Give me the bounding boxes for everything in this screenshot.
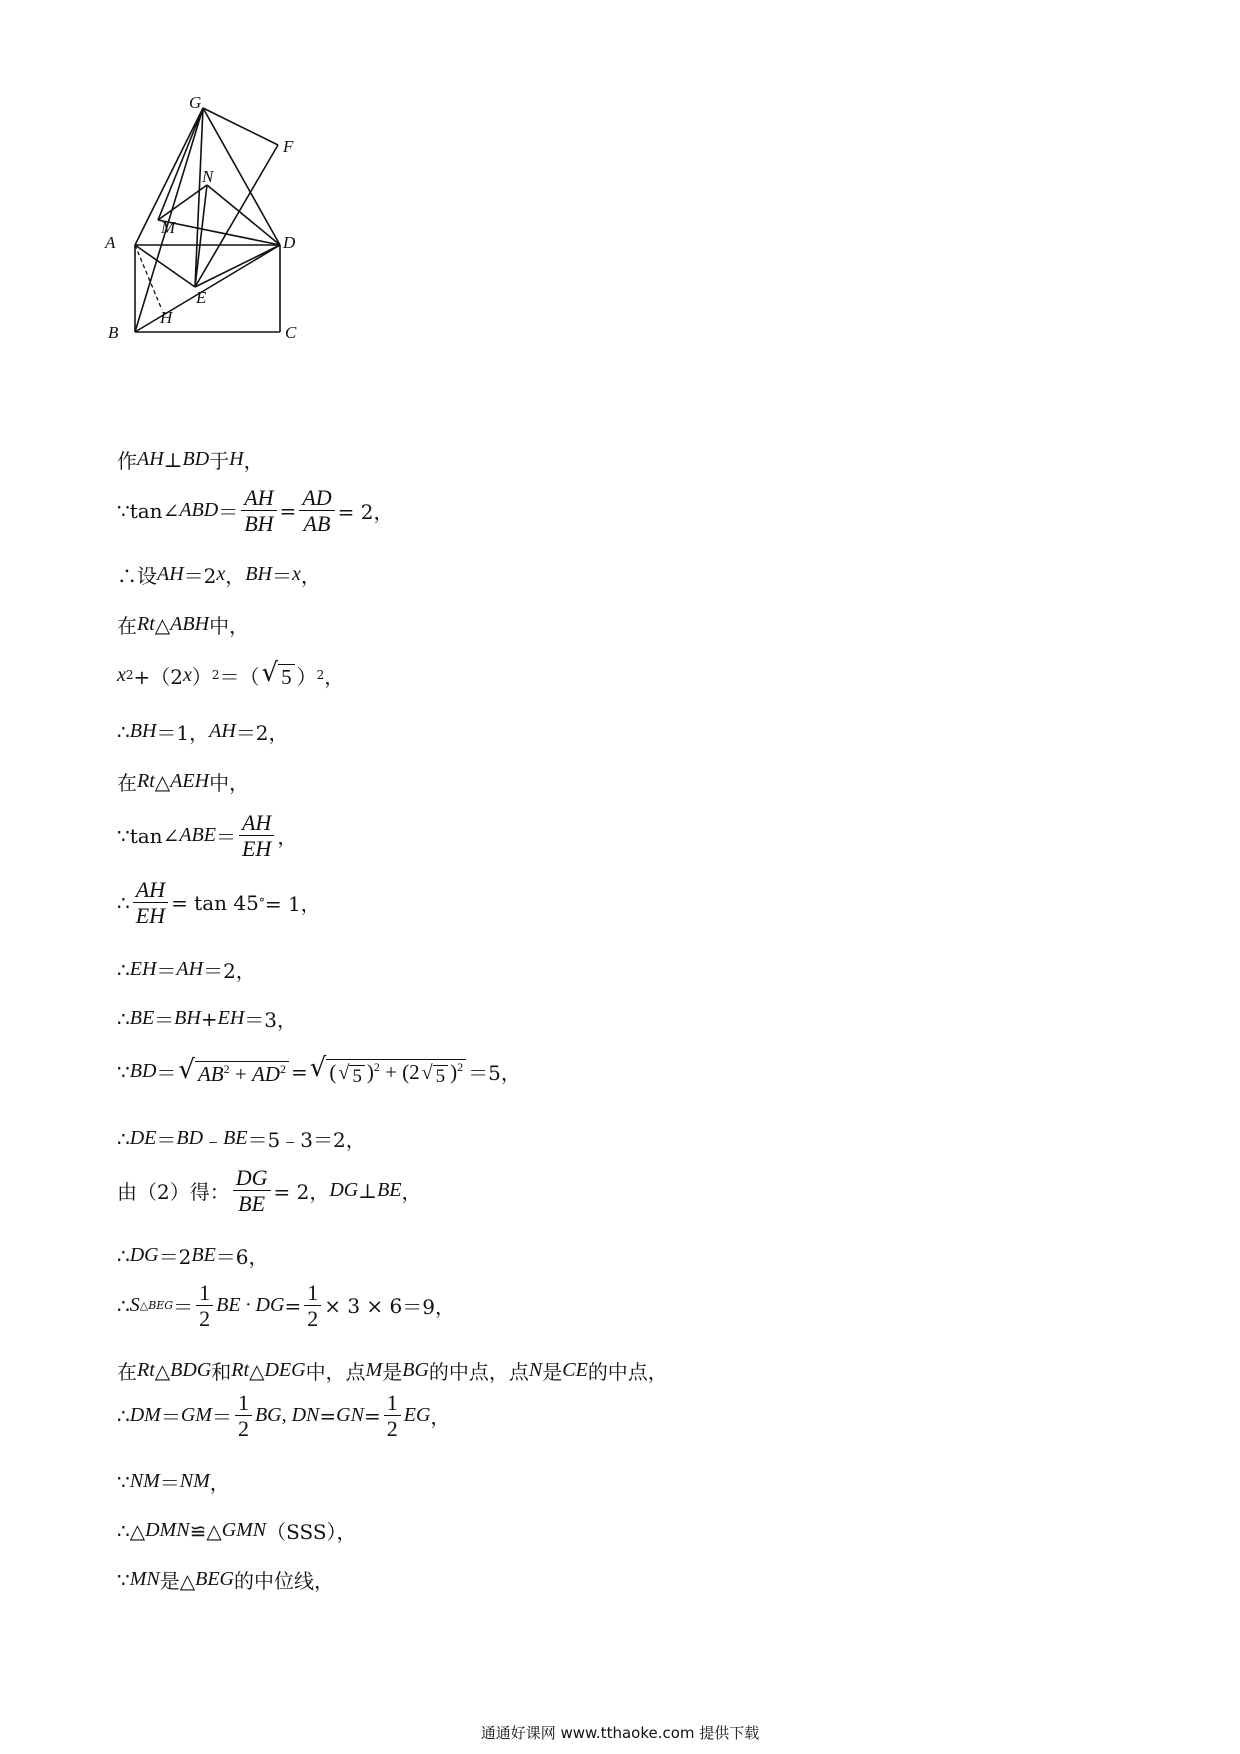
text: ＝ <box>218 500 239 525</box>
text: ＝5， <box>468 1061 521 1086</box>
text: BE <box>129 1007 155 1029</box>
superscript: 2 <box>457 1060 464 1074</box>
text: + <box>200 1006 218 1031</box>
text: ⊥ <box>163 447 183 472</box>
degree-symbol: ° <box>258 895 265 910</box>
text: = <box>284 1293 302 1318</box>
solution-line-20 <box>117 1516 357 1545</box>
denominator: BH <box>244 511 274 537</box>
text: ∴ <box>117 1403 130 1428</box>
text: ＝2， <box>235 721 289 745</box>
fraction <box>384 1390 401 1442</box>
numerator: AH <box>241 485 276 511</box>
solution-line-19 <box>117 1467 230 1496</box>
geometry-figure <box>105 93 345 380</box>
text: △ <box>154 1358 171 1383</box>
text: ＝1， <box>156 721 210 745</box>
text: ＝ <box>154 1008 175 1032</box>
text: 于 <box>209 449 230 473</box>
text: = 2， <box>337 500 394 525</box>
superscript: 2 <box>211 668 220 683</box>
text: BG <box>402 1359 429 1381</box>
text: ABD <box>179 499 219 522</box>
segment-ge <box>195 108 203 287</box>
fraction <box>241 485 276 537</box>
numerator: AH <box>133 877 168 903</box>
text: NM <box>179 1470 210 1492</box>
text: ＝（ <box>219 664 260 689</box>
text: △ <box>154 769 171 794</box>
text: ， <box>277 825 298 850</box>
text: ∴ <box>117 890 130 915</box>
text: GMN <box>221 1519 267 1541</box>
figure-svg <box>105 93 345 380</box>
text: BE <box>223 1127 248 1149</box>
text: + (2 <box>379 1060 420 1084</box>
text: 中， <box>209 771 250 795</box>
text: + <box>229 1061 252 1086</box>
text: ∴ <box>117 1293 130 1318</box>
text: 的中点，点 <box>428 1360 529 1384</box>
text: AB <box>197 1061 224 1086</box>
text: = 1， <box>264 892 321 917</box>
text: 在 <box>117 1360 137 1384</box>
text: ， <box>430 1405 451 1430</box>
superscript: 2 <box>316 668 325 683</box>
text: DG <box>329 1179 359 1202</box>
text: Rt <box>137 613 155 635</box>
text: 作 <box>117 449 137 473</box>
text: NM <box>129 1470 160 1492</box>
numerator: 1 <box>235 1390 252 1416</box>
text: GM <box>180 1404 212 1427</box>
text: （SSS）， <box>266 1520 357 1544</box>
numerator: AH <box>239 810 274 836</box>
radicand <box>195 1061 289 1087</box>
text: ) <box>450 1060 458 1084</box>
denominator: 2 <box>386 1416 398 1442</box>
text: ＝9， <box>402 1295 455 1320</box>
solution-line-9 <box>117 877 321 929</box>
text: ∴ <box>117 719 130 744</box>
text: × 3 × 6 <box>324 1293 403 1318</box>
text: ∵ <box>117 1469 130 1494</box>
text: 在 <box>117 771 137 795</box>
radical <box>178 1054 289 1087</box>
radical-sign: √ <box>338 1062 350 1084</box>
text: ≌△ <box>189 1518 222 1543</box>
denominator: EH <box>241 836 272 862</box>
label-d: D <box>283 233 296 252</box>
text: AH <box>157 563 184 585</box>
text: ABE <box>179 824 216 847</box>
text: △ <box>249 1358 265 1383</box>
denominator: 2 <box>237 1416 249 1442</box>
text: EH <box>217 1007 245 1029</box>
text: AEH <box>170 770 210 792</box>
text: 是△ <box>159 1569 196 1593</box>
text: Rt <box>137 1359 155 1381</box>
superscript: 2 <box>373 1060 380 1074</box>
text: = tan 45 <box>171 890 259 915</box>
segment-gd <box>203 108 280 245</box>
label-e: E <box>196 288 207 307</box>
text: ﹣ <box>203 1128 224 1152</box>
text: AD <box>251 1061 280 1086</box>
label-m: M <box>161 218 176 237</box>
radicand: 5 <box>433 1065 449 1089</box>
text: ∵tan∠ <box>117 498 180 523</box>
numerator: 1 <box>304 1280 321 1306</box>
text: AH <box>176 958 204 980</box>
text: AH <box>209 720 236 742</box>
text: 的中位线， <box>234 1569 335 1593</box>
text: 的中点， <box>587 1360 668 1384</box>
solution-line-16 <box>117 1280 455 1332</box>
radical <box>338 1063 364 1089</box>
superscript: 2 <box>223 1061 230 1076</box>
segment-nd <box>207 185 280 245</box>
solution-line-12 <box>117 1055 521 1089</box>
text: ＝ <box>160 1405 181 1430</box>
text: DG <box>129 1244 159 1266</box>
text: ， <box>401 1180 422 1205</box>
text: BH <box>245 563 272 585</box>
text: GN <box>336 1404 364 1427</box>
text: +（2 <box>133 664 184 689</box>
text: ＝ <box>211 1405 232 1430</box>
solution-line-4 <box>117 610 249 639</box>
text: = <box>290 1059 308 1084</box>
radical-sign: √ <box>178 1054 195 1085</box>
solution-line-7 <box>117 767 249 796</box>
text: = 2， <box>273 1180 330 1205</box>
text: BD <box>182 448 210 470</box>
text: ＝2， <box>203 959 256 983</box>
numerator: DG <box>233 1165 271 1191</box>
text: ＝ <box>156 959 177 983</box>
fraction <box>304 1280 321 1332</box>
text: = <box>279 498 297 523</box>
superscript: 2 <box>125 668 134 683</box>
text: BH <box>129 720 157 742</box>
denominator: EH <box>135 903 166 929</box>
solution-line-2 <box>117 485 393 537</box>
label-n: N <box>202 167 214 186</box>
solution-line-13 <box>117 1124 366 1153</box>
text: EH <box>129 958 157 980</box>
text: ＝ <box>156 1128 177 1152</box>
solution-line-3 <box>117 560 321 589</box>
fraction <box>196 1280 213 1332</box>
text: AH <box>137 448 164 470</box>
text: ， <box>225 564 246 588</box>
radical <box>310 1055 466 1089</box>
text: = <box>363 1403 381 1428</box>
subscript: △BEG <box>139 1299 174 1313</box>
text: M <box>365 1359 383 1381</box>
text: 中， <box>209 614 250 638</box>
denominator: AB <box>303 511 331 537</box>
radical-sign: √ <box>421 1062 433 1084</box>
text: ∵tan∠ <box>117 823 180 848</box>
text: ABH <box>170 613 210 635</box>
text: ∵ <box>117 1059 130 1084</box>
text: ＝6， <box>215 1245 269 1269</box>
text: ， <box>300 564 321 588</box>
text: N <box>528 1359 543 1381</box>
fraction <box>233 1165 271 1217</box>
text: ） <box>296 664 317 689</box>
solution-line-21 <box>117 1565 334 1594</box>
text: BDG <box>170 1359 212 1381</box>
text: 在 <box>117 614 137 638</box>
text: S <box>129 1294 140 1317</box>
text: BE <box>191 1244 216 1266</box>
denominator: 2 <box>307 1306 319 1332</box>
radical <box>262 660 295 690</box>
text: DMN <box>145 1519 190 1541</box>
solution-line-10 <box>117 955 256 984</box>
solution-line-17 <box>117 1356 668 1385</box>
text: BE · DG <box>216 1294 285 1317</box>
radical-sign: √ <box>261 658 279 688</box>
text: BD <box>129 1060 157 1083</box>
segment-md <box>158 220 280 245</box>
fraction <box>235 1390 252 1442</box>
solution-line-5 <box>117 660 344 690</box>
text: ＝ <box>271 564 292 588</box>
text: ， <box>243 449 264 473</box>
fraction <box>239 810 274 862</box>
page-footer: 通通好课网 www.tthaoke.com 提供下载 <box>480 1724 760 1742</box>
solution-line-6 <box>117 717 289 746</box>
fraction <box>133 877 168 929</box>
text: CE <box>562 1359 588 1381</box>
text: ∴ <box>117 1006 130 1031</box>
text: = <box>319 1403 337 1428</box>
label-f: F <box>283 137 294 156</box>
text: ∵ <box>117 1567 130 1592</box>
denominator: BE <box>238 1191 266 1217</box>
numerator: 1 <box>196 1280 213 1306</box>
text: ＝ <box>159 1471 180 1495</box>
solution-line-15 <box>117 1241 269 1270</box>
text: Rt <box>231 1359 250 1381</box>
text: ∴△ <box>117 1518 146 1543</box>
text: ， <box>209 1471 230 1495</box>
text: x <box>117 663 126 686</box>
text: x <box>183 663 192 686</box>
text: DM <box>129 1404 161 1427</box>
text: ＝3， <box>244 1008 298 1032</box>
radicand: 5 <box>349 1065 365 1089</box>
text: ) <box>366 1060 374 1084</box>
text: x <box>291 563 301 585</box>
text: ） <box>191 664 212 689</box>
radicand: 5 <box>278 664 295 690</box>
text: 是 <box>382 1360 403 1384</box>
radical-sign: √ <box>309 1053 327 1083</box>
solution-line-14 <box>117 1165 422 1217</box>
text: BD <box>176 1127 204 1149</box>
radicand <box>326 1059 466 1089</box>
text: 和 <box>211 1360 232 1384</box>
text: ＝2 <box>183 564 217 588</box>
numerator: AD <box>299 485 334 511</box>
text: ＝ <box>215 825 236 850</box>
text: ， <box>324 664 345 689</box>
text: x <box>216 563 226 585</box>
text: ∴ <box>117 1126 130 1151</box>
text: EG <box>403 1404 431 1427</box>
label-h: H <box>160 308 173 327</box>
text: ⊥ <box>358 1178 378 1203</box>
text: BE <box>377 1179 402 1202</box>
solution-line-11 <box>117 1004 297 1033</box>
solution-line-1 <box>117 445 264 474</box>
label-c: C <box>285 323 297 342</box>
superscript: 2 <box>279 1061 286 1076</box>
numerator: 1 <box>384 1390 401 1416</box>
text: H <box>229 448 244 470</box>
solution-line-18 <box>117 1390 450 1442</box>
label-a: A <box>105 233 116 252</box>
fraction <box>299 485 334 537</box>
text: △ <box>154 612 171 637</box>
text: ∴设 <box>117 564 157 588</box>
text: ＝ <box>173 1295 194 1320</box>
solution-line-8 <box>117 810 297 862</box>
text: ＝5﹣3＝2， <box>247 1128 366 1152</box>
denominator: 2 <box>199 1306 211 1332</box>
label-g: G <box>189 93 202 112</box>
text: BEG <box>195 1568 235 1590</box>
text: 由（2）得： <box>117 1180 230 1205</box>
text: ＝2 <box>158 1245 192 1269</box>
text: BG, DN <box>254 1404 320 1427</box>
text: DE <box>129 1127 157 1149</box>
text: MN <box>129 1568 160 1590</box>
label-b: B <box>108 323 119 342</box>
text: DEG <box>264 1359 306 1381</box>
text: ( <box>329 1060 337 1084</box>
text: BH <box>174 1007 201 1029</box>
text: ∴ <box>117 1243 130 1268</box>
text: Rt <box>137 770 155 792</box>
text: 中，点 <box>305 1360 366 1384</box>
text: 是 <box>542 1360 563 1384</box>
radical <box>422 1063 448 1089</box>
text: ∴ <box>117 957 130 982</box>
text: ＝ <box>156 1061 177 1086</box>
